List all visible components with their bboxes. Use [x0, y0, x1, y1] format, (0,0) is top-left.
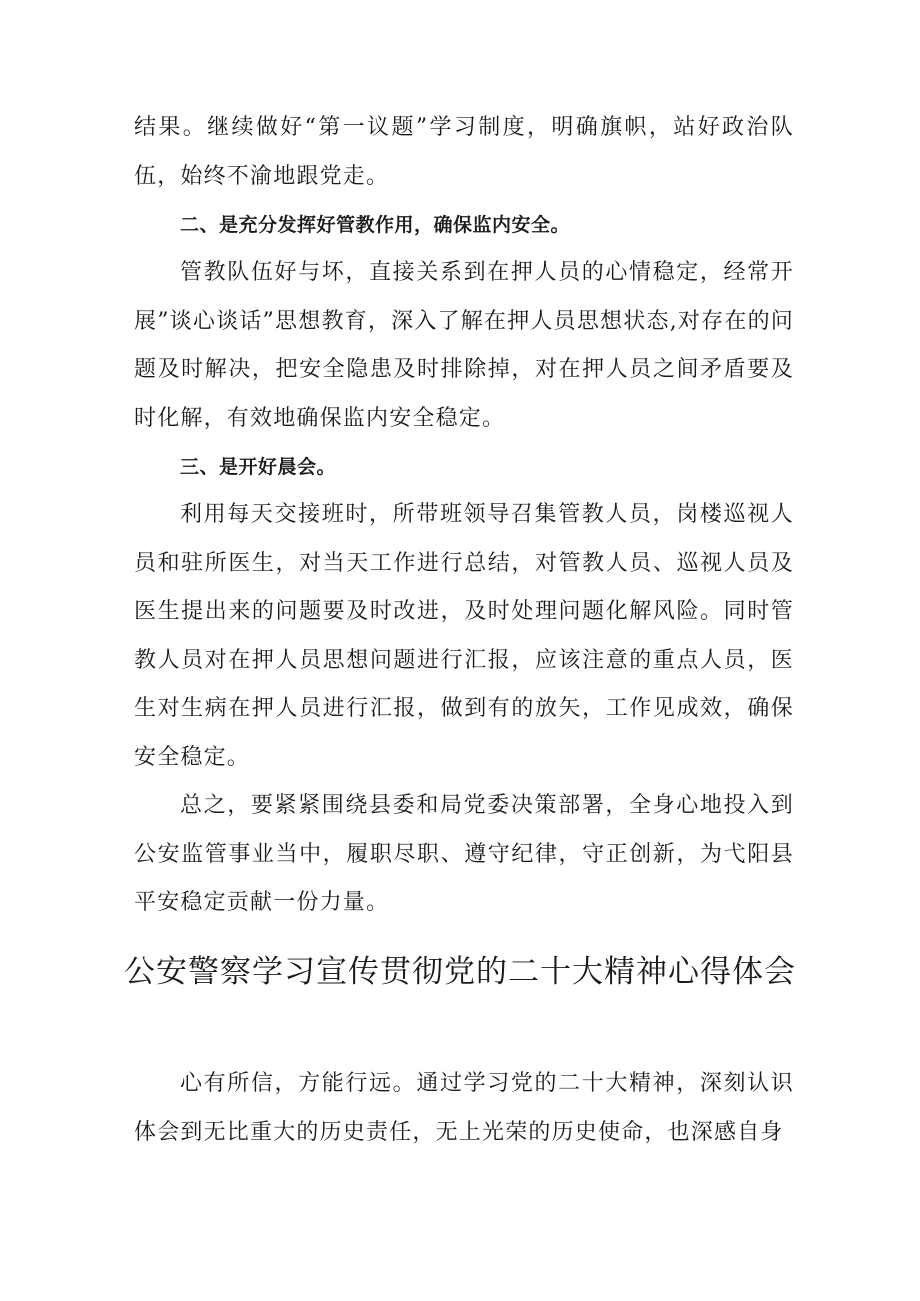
paragraph-intro: 心有所信，方能行远。通过学习党的二十大精神，深刻认识体会到无比重大的历史责任，无上光荣的历史使命，也深感自身: [134, 1071, 794, 1145]
paragraph-morning-meeting: 利用每天交接班时，所带班领导召集管教人员，岗楼巡视人员和驻所医生，对当天工作进行总结，对管教人员、巡视人员及医生提出来的问题要及时改进，及时处理问题化解风险。同时管教人员对在押人员思想问题进行汇报，应该注意的重点人员，医生对生病在押人员进行汇报，做到有的放矢，工作见成效，确保安全稳定。: [134, 502, 794, 770]
paragraph-continuation: 结果。继续做好“第一议题”学习制度，明确旗帜，站好政治队伍，始终不渝地跟党走。: [134, 115, 794, 189]
section-heading-two: 二、是充分发挥好管教作用，确保监内安全。: [180, 214, 571, 236]
paragraph-management: 管教队伍好与坏，直接关系到在押人员的心情稳定，经常开展”谈心谈话”思想教育，深入了解在押人员思想状态,对存在的问题及时解决，把安全隐患及时排除掉，对在押人员之间矛盾要及时化解，有效地确保监内安全稳定。: [134, 260, 794, 431]
article-title: 公安警察学习宣传贯彻党的二十大精神心得体会: [124, 954, 796, 990]
section-heading-three: 三、是开好晨会。: [180, 456, 337, 478]
paragraph-conclusion: 总之，要紧紧围绕县委和局党委决策部署，全身心地投入到公安监管事业当中，履职尽职、遵守纪律，守正创新，为弋阳县平安稳定贡献一份力量。: [134, 793, 794, 915]
